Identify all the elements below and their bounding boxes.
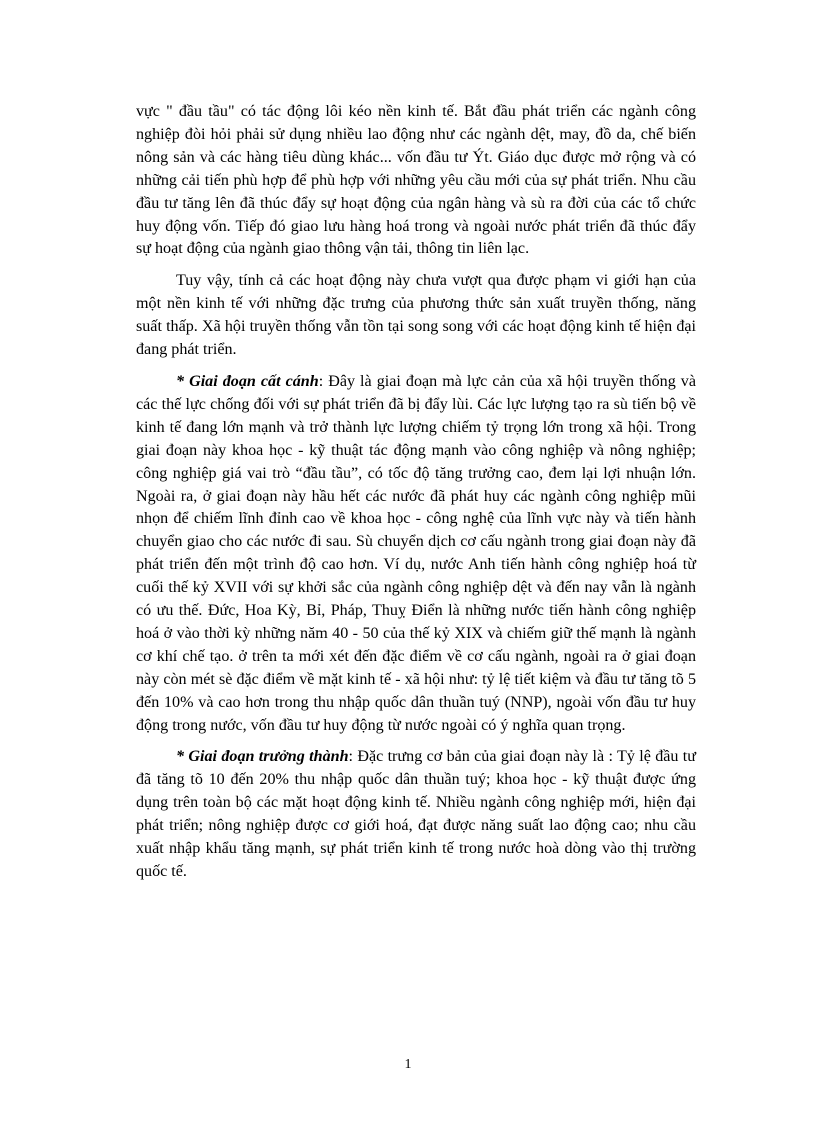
- paragraph-giai-doan-cat-canh: [136, 371, 696, 738]
- paragraph-tuy-vay: [136, 270, 696, 362]
- paragraph-text: : Đặc trưng cơ bản của giai đoạn này là : Tỷ lệ đầu tư đã tăng tõ 10 đến 20% thu nhập quốc dân thuần tuý; khoa học - kỹ thuật được ứng dụng trên toàn bộ các mặt hoạt động kinh tế. Nhiều ngành công nghiệp mới, hiện đại phát triển; nông nghiệp được cơ giới hoá, đạt được năng suất lao động cao; nhu cầu xuất nhập khẩu tăng mạnh, sự phát triển kinh tế trong nước hoà dòng vào thị trường quốc tế.: [136, 748, 696, 880]
- paragraph-text: Tuy vậy, tính cả các hoạt động này chưa vượt qua được phạm vi giới hạn của một nền kinh tế với những đặc trưng của phương thức sản xuất truyền thống, năng suất thấp. Xã hội truyền thống vẫn tồn tại song song với các hoạt động kinh tế hiện đại đang phát triển.: [136, 272, 696, 359]
- paragraph-giai-doan-truong-thanh: [136, 746, 696, 883]
- paragraph-continuation: [136, 101, 696, 261]
- section-heading-cat-canh: * Giai đoạn cất cánh: [176, 372, 319, 390]
- document-body: [136, 101, 696, 884]
- section-heading-truong-thanh: * Giai đoạn trưởng thành: [176, 748, 349, 766]
- paragraph-text: : Đây là giai đoạn mà lực cản của xã hội truyền thống và các thế lực chống đối với sự phát triển đã bị đẩy lùi. Các lực lượng tạo ra sù tiến bộ về kinh tế đang lớn mạnh và trở thành lực lượng chiếm tỷ trọng lớn trong xã hội. Trong giai đoạn này khoa học - kỹ thuật tác động mạnh vào công nghiệp và nông nghiệp; công nghiệp giá vai trò “đầu tầu”, có tốc độ tăng trưởng cao, đem lại lợi nhuận lớn. Ngoài ra, ở giai đoạn này hầu hết các nước đã phát huy các ngành công nghiệp mũi nhọn để chiếm lĩnh đỉnh cao về khoa học - công nghệ của lĩnh vực này và tiến hành chuyển giao cho các nước đi sau. Sù chuyển dịch cơ cấu ngành trong giai đoạn này đã phát triển đến một trình độ cao hơn. Ví dụ, nước Anh tiến hành công nghiệp hoá từ cuối thế kỷ XVII với sự khởi sắc của ngành công nghiệp dệt và đến nay vẫn là ngành có ưu thế. Đức, Hoa Kỳ, Bỉ, Pháp, Thuỵ Điển là những nước tiến hành công nghiệp hoá ở vào thời kỳ những năm 40 - 50 của thế kỷ XIX và chiếm giữ thế mạnh là ngành cơ khí chế tạo. ở trên ta mới xét đến đặc điểm về cơ cấu ngành, ngoài ra ở giai đoạn này còn mét sè đặc điểm về mặt kinh tế - xã hội như: tỷ lệ tiết kiệm và đầu tư tăng tõ 5 đến 10% và cao hơn trong thu nhập quốc dân thuần tuý (NNP), ngoài vốn đầu tư huy động trong nước, vốn đầu tư huy động từ nước ngoài có ý nghĩa quan trọng.: [136, 372, 696, 734]
- paragraph-text: vực " đầu tầu" có tác động lôi kéo nền kinh tế. Bắt đầu phát triển các ngành công nghiệp đòi hỏi phải sử dụng nhiều lao động như các ngành dệt, may, đồ da, chế biến nông sản và các hàng tiêu dùng khác... vốn đầu tư Ýt. Giáo dục được mở rộng và có những cải tiến phù hợp để phù hợp với những yêu cầu mới của sự phát triển. Nhu cầu đầu tư tăng lên đã thúc đẩy sự hoạt động của ngân hàng và sù ra đời của các tổ chức huy động vốn. Tiếp đó giao lưu hàng hoá trong và ngoài nước phát triển đã thúc đẩy sự hoạt động của ngành giao thông vận tải, thông tin liên lạc.: [136, 103, 696, 258]
- page-number: 1: [404, 1057, 412, 1072]
